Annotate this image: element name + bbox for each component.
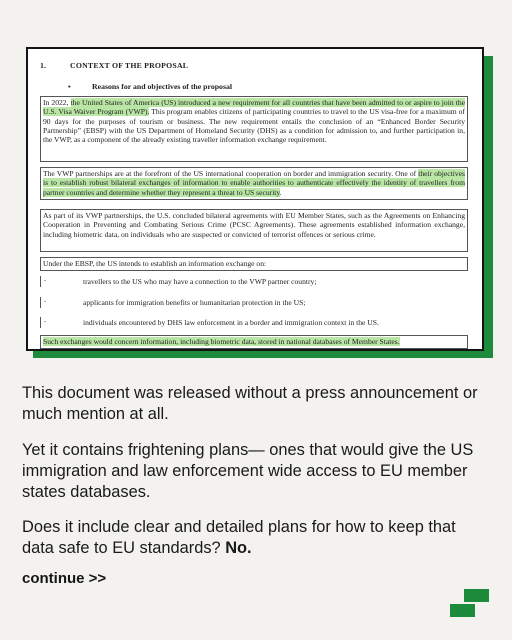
list-item-text: applicants for immigration benefits or humanitarian protection in the US; (83, 298, 306, 307)
list-item (40, 276, 468, 287)
continue-link[interactable]: continue >> (22, 570, 107, 587)
caption-paragraph-3 (22, 517, 492, 559)
list-item (40, 317, 468, 328)
paragraph-1-text: In 2022, (43, 98, 71, 107)
list-item (40, 297, 468, 308)
section-number: 1. (40, 61, 47, 70)
bullet-dot: • (68, 82, 71, 91)
bullet-mark: - (44, 299, 46, 305)
paragraph-3: As part of its VWP partnerships, the U.S. concluded bilateral agreements with EU Member States, such as the Agreements on Enhancing Cooperation in Preventing and Combating Serious Crime (PCSC Agreements). These agreements established information exchange, including biometric data, on individuals who are suspected or convicted of terrorist offences or serious crime. (40, 209, 468, 252)
highlight: their objectives is to establish robust bilateral exchanges of information to enable authorities to authenticate effectively the identity of travellers from partner countries and determine whether they represent a threat to US security (43, 169, 465, 197)
section-title (40, 61, 188, 70)
caption-paragraph-2: Yet it contains frightening plans— ones that would give the US immigration and law enforcement wide access to EU member states databases. (22, 441, 474, 501)
paragraph-2-text: . (279, 187, 282, 197)
caption-paragraph-1: This document was released without a press announcement or much mention at all. (22, 384, 478, 423)
document-excerpt (26, 47, 484, 351)
paragraph-1-text: This program enables citizens of participating countries to travel to the US visa-free for a maximum of 90 days for the purposes of tourism or business. The new requirement entails the conclusion of an “Enhanced Border Security Partnership” (EBSP) with the US Department of Homeland Security (DHS) as a condition for admission to, and further participation in, the VWP, as a component of the already existing traveller information exchange requirement. (43, 107, 465, 145)
bullet-mark: - (44, 278, 46, 284)
subsection-title-text: Reasons for and objectives of the proposal (92, 82, 233, 91)
bullet-mark: - (44, 319, 46, 325)
section-title-text: CONTEXT OF THE PROPOSAL (70, 61, 189, 70)
paragraph-1 (40, 96, 468, 162)
paragraph-5 (40, 335, 468, 349)
paragraph-2 (40, 167, 468, 200)
highlight: Such exchanges would concern information, including biometric data, stored in national databases of Member States. (43, 337, 400, 346)
list-item-text: travellers to the US who may have a connection to the VWP partner country; (83, 277, 317, 286)
subsection-title (68, 82, 232, 91)
decorative-block (464, 589, 489, 602)
paragraph-4: Under the EBSP, the US intends to establish an information exchange on: (40, 257, 468, 271)
caption-paragraph-3-text: Does it include clear and detailed plans for how to keep that data safe to EU standards? (22, 518, 456, 557)
answer-text: No. (225, 539, 252, 557)
list-item-text: individuals encountered by DHS law enforcement in a border and immigration context in the US. (83, 318, 379, 327)
highlight: the United States of America (US) introduced a new requirement for all countries that have been admitted to or aspire to join the U.S. Visa Waiver Program (VWP). (43, 98, 465, 117)
paragraph-2-text: The VWP partnerships are at the forefront of the US international cooperation on border and immigration security. One of (43, 169, 419, 178)
decorative-block (450, 604, 475, 617)
